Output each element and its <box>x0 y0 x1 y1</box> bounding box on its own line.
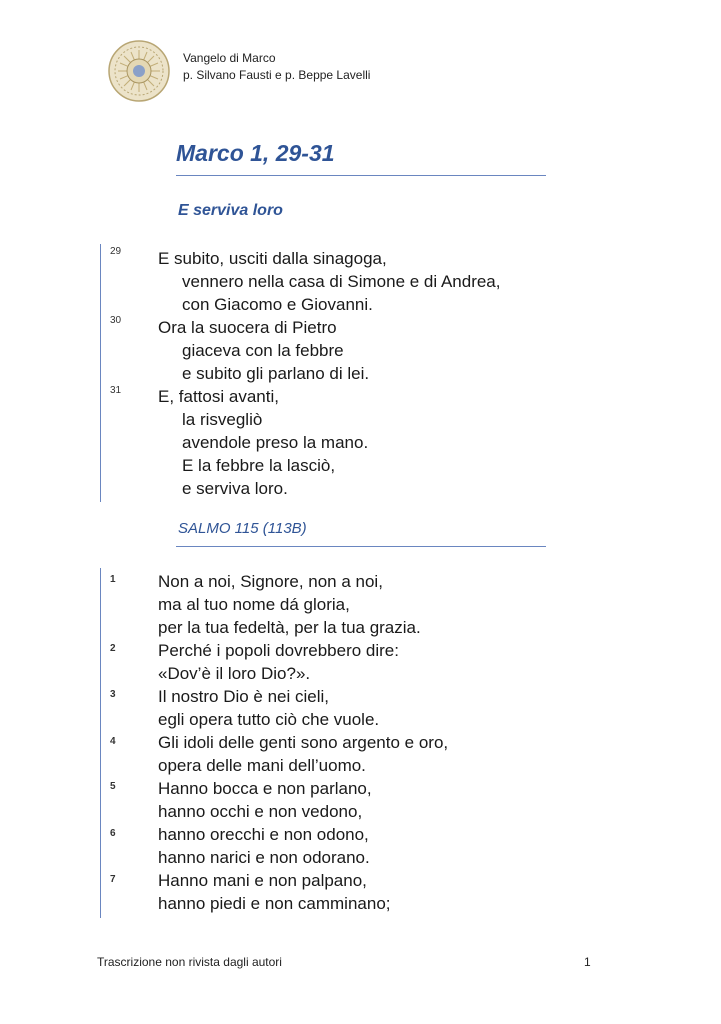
text-line: avendole preso la mano. <box>182 433 369 452</box>
text-line: e subito gli parlano di lei. <box>182 364 370 383</box>
text-line: Il nostro Dio è nei cieli, <box>158 687 330 706</box>
verse-number: 7 <box>110 874 116 885</box>
page-title: Marco 1, 29-31 <box>176 140 335 166</box>
text-line: la risvegliò <box>182 410 263 429</box>
psalm-divider <box>176 546 546 547</box>
text-line: hanno piedi e non camminano; <box>158 894 391 913</box>
text-line: Non a noi, Signore, non a noi, <box>158 572 383 591</box>
text-line: opera delle mani dell’uomo. <box>158 756 366 775</box>
seal-logo <box>108 40 170 102</box>
text-line: Gli idoli delle genti sono argento e oro, <box>158 733 449 752</box>
text-line: «Dov’è il loro Dio?». <box>158 664 311 683</box>
verse-number: 1 <box>110 574 116 585</box>
verse-number: 29 <box>110 246 122 257</box>
text-line: ma al tuo nome dá gloria, <box>158 595 350 614</box>
passage-margin-bar <box>100 244 101 502</box>
page-number: 1 <box>584 955 591 969</box>
text-line: vennero nella casa di Simone e di Andrea, <box>182 272 501 291</box>
passage-subtitle: E serviva loro <box>178 202 283 219</box>
text-line: egli opera tutto ciò che vuole. <box>158 710 380 729</box>
verse-number: 2 <box>110 643 116 654</box>
header-authors: p. Silvano Fausti e p. Beppe Lavelli <box>183 68 371 82</box>
title-divider <box>176 175 546 176</box>
text-line: per la tua fedeltà, per la tua grazia. <box>158 618 421 637</box>
text-line: Hanno bocca e non parlano, <box>158 779 372 798</box>
psalm-title: SALMO 115 (113B) <box>178 520 307 537</box>
text-line: hanno occhi e non vedono, <box>158 802 363 821</box>
verse-number: 31 <box>110 385 122 396</box>
text-line: e serviva loro. <box>182 479 288 498</box>
text-line: hanno narici e non odorano. <box>158 848 370 867</box>
psalm-margin-bar <box>100 568 101 918</box>
text-line: E la febbre la lasciò, <box>182 456 336 475</box>
verse-number: 6 <box>110 828 116 839</box>
text-line: Perché i popoli dovrebbero dire: <box>158 641 399 660</box>
verse-number: 5 <box>110 781 116 792</box>
verse-number: 30 <box>110 315 122 326</box>
text-line: hanno orecchi e non odono, <box>158 825 369 844</box>
verse-number: 4 <box>110 736 116 747</box>
text-line: con Giacomo e Giovanni. <box>182 295 373 314</box>
text-line: giaceva con la febbre <box>182 341 344 360</box>
header-book-title: Vangelo di Marco <box>183 51 276 65</box>
verse-number: 3 <box>110 689 116 700</box>
text-line: Ora la suocera di Pietro <box>158 318 337 337</box>
text-line: Hanno mani e non palpano, <box>158 871 367 890</box>
footer-note: Trascrizione non rivista dagli autori <box>97 955 282 969</box>
text-line: E subito, usciti dalla sinagoga, <box>158 249 387 268</box>
text-line: E, fattosi avanti, <box>158 387 279 406</box>
